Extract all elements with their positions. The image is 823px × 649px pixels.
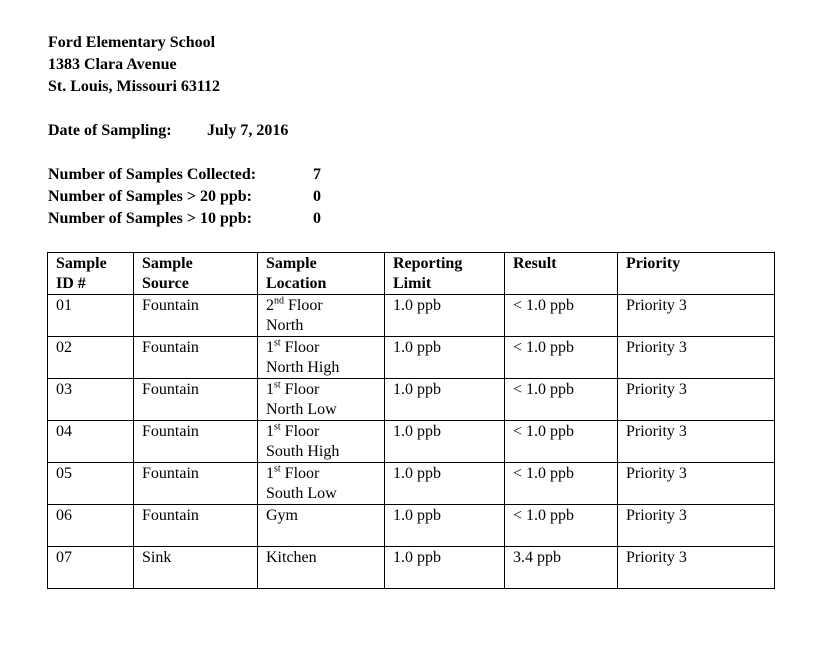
- count-value: 7: [313, 166, 321, 183]
- count-row-over-20: [48, 186, 321, 208]
- cell-location: 2nd Floor North: [258, 295, 385, 337]
- cell-id: 07: [48, 547, 134, 589]
- cell-location: 1st Floor North Low: [258, 379, 385, 421]
- cell-limit: 1.0 ppb: [385, 505, 505, 547]
- sampling-date-line: [48, 120, 288, 142]
- cell-limit: 1.0 ppb: [385, 337, 505, 379]
- school-name: Ford Elementary School: [48, 34, 216, 51]
- cell-priority: Priority 3: [618, 463, 775, 505]
- cell-priority: Priority 3: [618, 547, 775, 589]
- cell-id: 04: [48, 421, 134, 463]
- cell-limit: 1.0 ppb: [385, 295, 505, 337]
- cell-source: Fountain: [134, 295, 258, 337]
- cell-id: 02: [48, 337, 134, 379]
- table-row: [48, 295, 775, 337]
- table-row: [48, 505, 775, 547]
- cell-source: Fountain: [134, 337, 258, 379]
- cell-id: 01: [48, 295, 134, 337]
- cell-location: 1st Floor North High: [258, 337, 385, 379]
- cell-result: < 1.0 ppb: [505, 295, 618, 337]
- header-sample-id: Sample ID #: [48, 253, 134, 295]
- cell-priority: Priority 3: [618, 379, 775, 421]
- cell-id: 03: [48, 379, 134, 421]
- table-header-row: [48, 253, 775, 295]
- cell-priority: Priority 3: [618, 505, 775, 547]
- cell-priority: Priority 3: [618, 421, 775, 463]
- cell-id: 05: [48, 463, 134, 505]
- cell-result: < 1.0 ppb: [505, 505, 618, 547]
- school-address-block: [48, 32, 220, 98]
- cell-source: Fountain: [134, 421, 258, 463]
- header-priority: Priority: [618, 253, 775, 295]
- header-sample-source: Sample Source: [134, 253, 258, 295]
- cell-result: < 1.0 ppb: [505, 337, 618, 379]
- cell-result: 3.4 ppb: [505, 547, 618, 589]
- school-street: 1383 Clara Avenue: [48, 56, 177, 73]
- samples-table: [47, 252, 775, 589]
- table-row: [48, 421, 775, 463]
- cell-limit: 1.0 ppb: [385, 379, 505, 421]
- cell-location: 1st Floor South Low: [258, 463, 385, 505]
- header-result: Result: [505, 253, 618, 295]
- cell-result: < 1.0 ppb: [505, 421, 618, 463]
- count-value: 0: [313, 188, 321, 205]
- table-row: [48, 547, 775, 589]
- sampling-date-value: July 7, 2016: [207, 122, 289, 139]
- count-label: Number of Samples Collected:: [48, 166, 257, 183]
- sampling-date-label: Date of Sampling:: [48, 122, 172, 139]
- count-label: Number of Samples > 10 ppb:: [48, 210, 252, 227]
- cell-source: Fountain: [134, 505, 258, 547]
- cell-limit: 1.0 ppb: [385, 421, 505, 463]
- cell-location: Gym: [258, 505, 385, 547]
- cell-source: Fountain: [134, 379, 258, 421]
- cell-source: Fountain: [134, 463, 258, 505]
- count-row-over-10: [48, 208, 321, 230]
- cell-priority: Priority 3: [618, 337, 775, 379]
- cell-source: Sink: [134, 547, 258, 589]
- count-row-collected: [48, 164, 321, 186]
- cell-result: < 1.0 ppb: [505, 463, 618, 505]
- cell-location: 1st Floor South High: [258, 421, 385, 463]
- count-value: 0: [313, 210, 321, 227]
- table-row: [48, 379, 775, 421]
- cell-limit: 1.0 ppb: [385, 463, 505, 505]
- table-row: [48, 463, 775, 505]
- school-city: St. Louis, Missouri 63112: [48, 78, 221, 95]
- sample-counts: [48, 164, 321, 230]
- cell-id: 06: [48, 505, 134, 547]
- table-row: [48, 337, 775, 379]
- header-reporting-limit: Reporting Limit: [385, 253, 505, 295]
- count-label: Number of Samples > 20 ppb:: [48, 188, 252, 205]
- cell-priority: Priority 3: [618, 295, 775, 337]
- cell-result: < 1.0 ppb: [505, 379, 618, 421]
- cell-location: Kitchen: [258, 547, 385, 589]
- cell-limit: 1.0 ppb: [385, 547, 505, 589]
- header-sample-location: Sample Location: [258, 253, 385, 295]
